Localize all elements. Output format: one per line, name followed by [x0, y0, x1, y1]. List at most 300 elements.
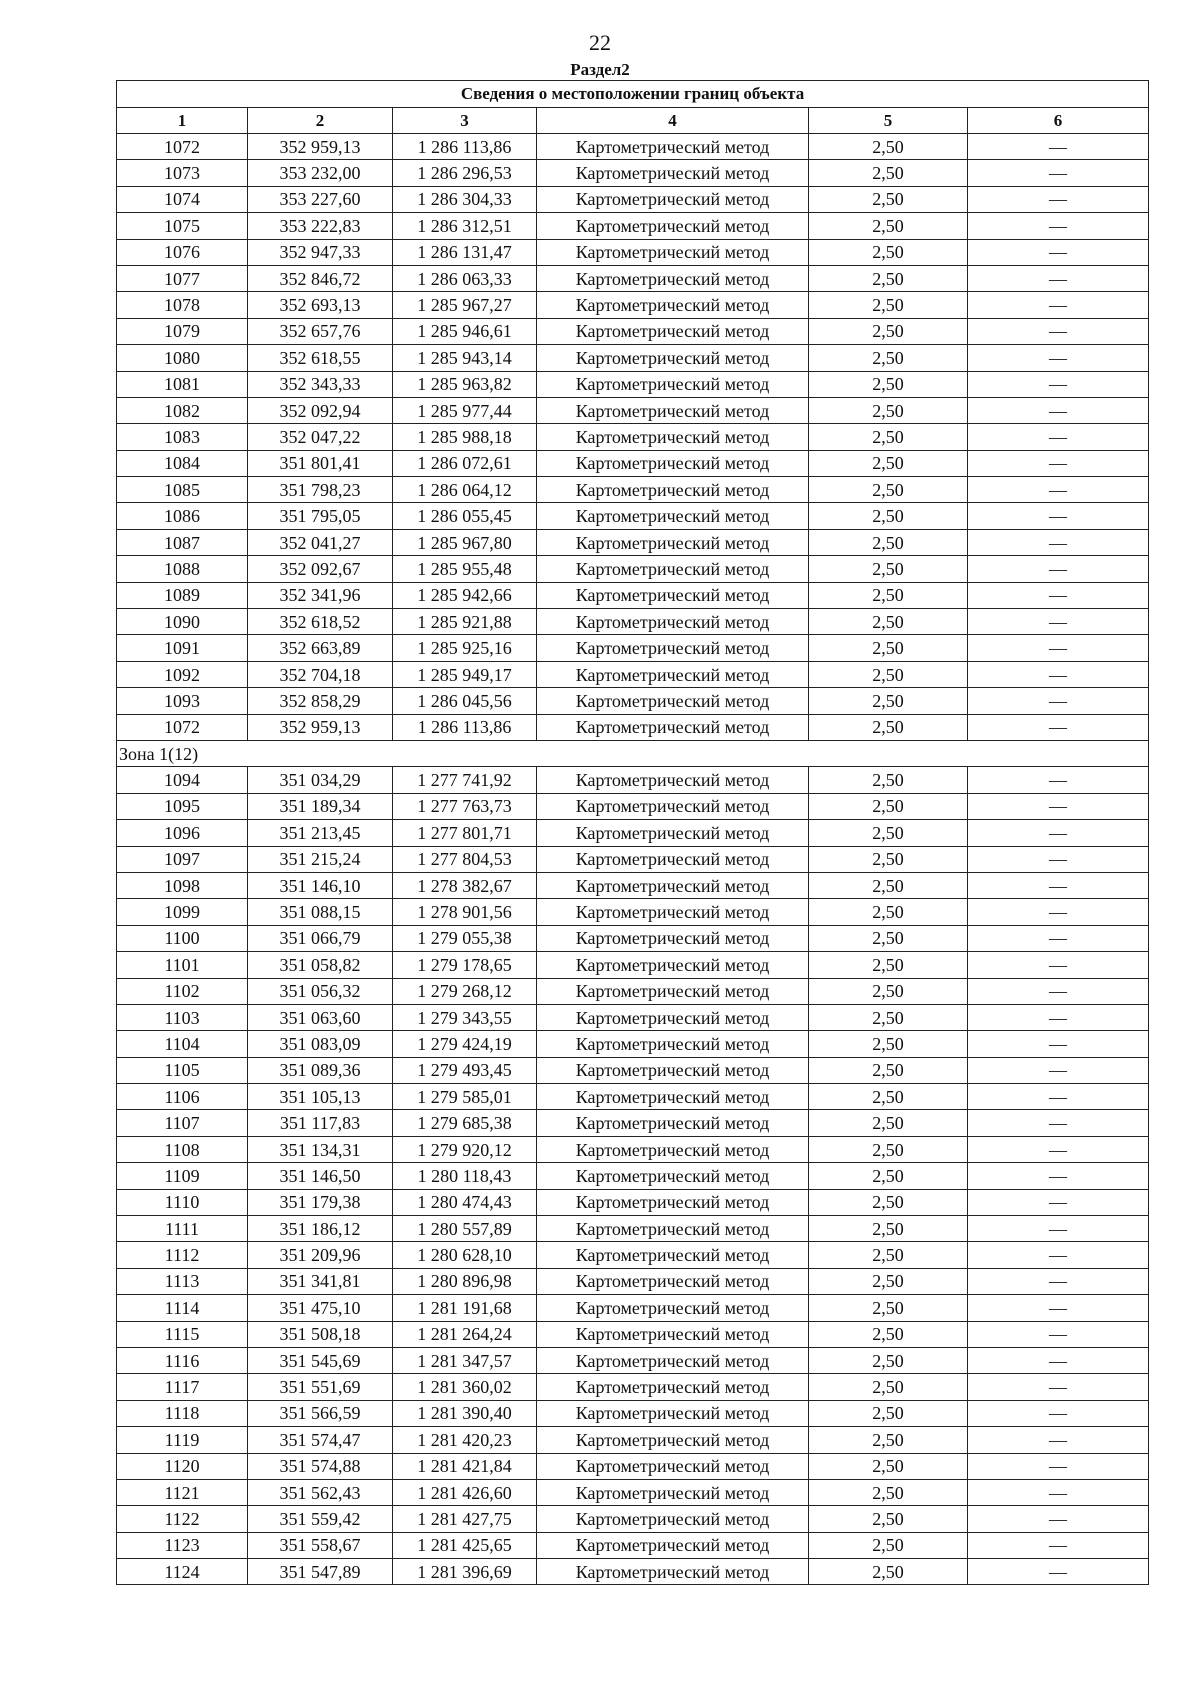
point-number-cell: 1106 [117, 1084, 248, 1110]
table-row [117, 503, 1149, 529]
note-cell: — [968, 582, 1149, 608]
x-coordinate-cell: 352 618,55 [248, 345, 393, 371]
y-coordinate-cell: 1 281 360,02 [393, 1374, 537, 1400]
accuracy-cell: 2,50 [809, 1268, 968, 1294]
x-coordinate-cell: 351 146,50 [248, 1163, 393, 1189]
accuracy-cell: 2,50 [809, 714, 968, 740]
accuracy-cell: 2,50 [809, 978, 968, 1004]
x-coordinate-cell: 353 222,83 [248, 213, 393, 239]
method-cell: Картометрический метод [537, 1004, 809, 1030]
point-number-cell: 1085 [117, 477, 248, 503]
method-cell: Картометрический метод [537, 239, 809, 265]
table-row [117, 1374, 1149, 1400]
point-number-cell: 1118 [117, 1400, 248, 1426]
column-number: 4 [537, 108, 809, 134]
note-cell: — [968, 1004, 1149, 1030]
point-number-cell: 1110 [117, 1189, 248, 1215]
x-coordinate-cell: 351 105,13 [248, 1084, 393, 1110]
method-cell: Картометрический метод [537, 1057, 809, 1083]
accuracy-cell: 2,50 [809, 793, 968, 819]
accuracy-cell: 2,50 [809, 1216, 968, 1242]
point-number-cell: 1111 [117, 1216, 248, 1242]
table-row [117, 160, 1149, 186]
y-coordinate-cell: 1 277 804,53 [393, 846, 537, 872]
x-coordinate-cell: 352 047,22 [248, 424, 393, 450]
column-number: 2 [248, 108, 393, 134]
method-cell: Картометрический метод [537, 556, 809, 582]
table-row [117, 1268, 1149, 1294]
method-cell: Картометрический метод [537, 767, 809, 793]
table-row [117, 371, 1149, 397]
table-row [117, 1242, 1149, 1268]
x-coordinate-cell: 352 041,27 [248, 529, 393, 555]
note-cell: — [968, 1031, 1149, 1057]
x-coordinate-cell: 351 798,23 [248, 477, 393, 503]
note-cell: — [968, 134, 1149, 160]
accuracy-cell: 2,50 [809, 1189, 968, 1215]
x-coordinate-cell: 352 657,76 [248, 318, 393, 344]
table-row [117, 1295, 1149, 1321]
y-coordinate-cell: 1 286 296,53 [393, 160, 537, 186]
method-cell: Картометрический метод [537, 1400, 809, 1426]
x-coordinate-cell: 353 227,60 [248, 186, 393, 212]
point-number-cell: 1119 [117, 1427, 248, 1453]
method-cell: Картометрический метод [537, 872, 809, 898]
note-cell: — [968, 767, 1149, 793]
y-coordinate-cell: 1 281 425,65 [393, 1532, 537, 1558]
point-number-cell: 1091 [117, 635, 248, 661]
accuracy-cell: 2,50 [809, 635, 968, 661]
y-coordinate-cell: 1 281 427,75 [393, 1506, 537, 1532]
method-cell: Картометрический метод [537, 899, 809, 925]
note-cell: — [968, 292, 1149, 318]
accuracy-cell: 2,50 [809, 688, 968, 714]
y-coordinate-cell: 1 285 942,66 [393, 582, 537, 608]
accuracy-cell: 2,50 [809, 213, 968, 239]
method-cell: Картометрический метод [537, 1295, 809, 1321]
point-number-cell: 1103 [117, 1004, 248, 1030]
note-cell: — [968, 952, 1149, 978]
method-cell: Картометрический метод [537, 450, 809, 476]
accuracy-cell: 2,50 [809, 239, 968, 265]
y-coordinate-cell: 1 280 118,43 [393, 1163, 537, 1189]
accuracy-cell: 2,50 [809, 1479, 968, 1505]
method-cell: Картометрический метод [537, 134, 809, 160]
point-number-cell: 1120 [117, 1453, 248, 1479]
method-cell: Картометрический метод [537, 1347, 809, 1373]
x-coordinate-cell: 351 574,88 [248, 1453, 393, 1479]
y-coordinate-cell: 1 285 955,48 [393, 556, 537, 582]
point-number-cell: 1100 [117, 925, 248, 951]
y-coordinate-cell: 1 286 113,86 [393, 714, 537, 740]
accuracy-cell: 2,50 [809, 397, 968, 423]
point-number-cell: 1072 [117, 134, 248, 160]
y-coordinate-cell: 1 286 063,33 [393, 265, 537, 291]
table-caption: Сведения о местоположении границ объекта [117, 81, 1149, 108]
point-number-cell: 1108 [117, 1136, 248, 1162]
table-row [117, 661, 1149, 687]
method-cell: Картометрический метод [537, 582, 809, 608]
point-number-cell: 1093 [117, 688, 248, 714]
x-coordinate-cell: 352 092,67 [248, 556, 393, 582]
point-number-cell: 1095 [117, 793, 248, 819]
point-number-cell: 1115 [117, 1321, 248, 1347]
y-coordinate-cell: 1 281 264,24 [393, 1321, 537, 1347]
note-cell: — [968, 1295, 1149, 1321]
point-number-cell: 1117 [117, 1374, 248, 1400]
note-cell: — [968, 688, 1149, 714]
page-number: 22 [589, 30, 611, 55]
table-row [117, 134, 1149, 160]
table-row [117, 1216, 1149, 1242]
y-coordinate-cell: 1 281 421,84 [393, 1453, 537, 1479]
y-coordinate-cell: 1 280 896,98 [393, 1268, 537, 1294]
table-row [117, 952, 1149, 978]
note-cell: — [968, 186, 1149, 212]
y-coordinate-cell: 1 279 685,38 [393, 1110, 537, 1136]
point-number-cell: 1090 [117, 609, 248, 635]
x-coordinate-cell: 352 947,33 [248, 239, 393, 265]
note-cell: — [968, 239, 1149, 265]
point-number-cell: 1116 [117, 1347, 248, 1373]
accuracy-cell: 2,50 [809, 477, 968, 503]
note-cell: — [968, 1400, 1149, 1426]
y-coordinate-cell: 1 285 921,88 [393, 609, 537, 635]
method-cell: Картометрический метод [537, 265, 809, 291]
y-coordinate-cell: 1 277 801,71 [393, 820, 537, 846]
y-coordinate-cell: 1 281 390,40 [393, 1400, 537, 1426]
table-row [117, 1400, 1149, 1426]
x-coordinate-cell: 352 959,13 [248, 714, 393, 740]
point-number-cell: 1112 [117, 1242, 248, 1268]
x-coordinate-cell: 351 189,34 [248, 793, 393, 819]
y-coordinate-cell: 1 277 741,92 [393, 767, 537, 793]
y-coordinate-cell: 1 281 396,69 [393, 1559, 537, 1585]
table-row [117, 186, 1149, 212]
table-row [117, 239, 1149, 265]
point-number-cell: 1109 [117, 1163, 248, 1189]
method-cell: Картометрический метод [537, 820, 809, 846]
point-number-cell: 1087 [117, 529, 248, 555]
method-cell: Картометрический метод [537, 688, 809, 714]
y-coordinate-cell: 1 281 347,57 [393, 1347, 537, 1373]
accuracy-cell: 2,50 [809, 1321, 968, 1347]
boundary-coordinates-table [116, 80, 1149, 1585]
y-coordinate-cell: 1 286 045,56 [393, 688, 537, 714]
method-cell: Картометрический метод [537, 952, 809, 978]
table-row [117, 529, 1149, 555]
y-coordinate-cell: 1 279 920,12 [393, 1136, 537, 1162]
note-cell: — [968, 318, 1149, 344]
table-row [117, 1084, 1149, 1110]
point-number-cell: 1104 [117, 1031, 248, 1057]
table-row [117, 345, 1149, 371]
point-number-cell: 1098 [117, 872, 248, 898]
point-number-cell: 1123 [117, 1532, 248, 1558]
zone-row [117, 740, 1149, 766]
point-number-cell: 1102 [117, 978, 248, 1004]
table-row [117, 820, 1149, 846]
method-cell: Картометрический метод [537, 160, 809, 186]
accuracy-cell: 2,50 [809, 160, 968, 186]
x-coordinate-cell: 351 558,67 [248, 1532, 393, 1558]
method-cell: Картометрический метод [537, 1268, 809, 1294]
accuracy-cell: 2,50 [809, 1427, 968, 1453]
accuracy-cell: 2,50 [809, 1347, 968, 1373]
accuracy-cell: 2,50 [809, 952, 968, 978]
table-row [117, 265, 1149, 291]
method-cell: Картометрический метод [537, 635, 809, 661]
table-row [117, 424, 1149, 450]
y-coordinate-cell: 1 285 949,17 [393, 661, 537, 687]
accuracy-cell: 2,50 [809, 582, 968, 608]
y-coordinate-cell: 1 286 055,45 [393, 503, 537, 529]
x-coordinate-cell: 351 179,38 [248, 1189, 393, 1215]
y-coordinate-cell: 1 285 967,80 [393, 529, 537, 555]
x-coordinate-cell: 352 704,18 [248, 661, 393, 687]
x-coordinate-cell: 352 858,29 [248, 688, 393, 714]
note-cell: — [968, 503, 1149, 529]
y-coordinate-cell: 1 277 763,73 [393, 793, 537, 819]
method-cell: Картометрический метод [537, 1427, 809, 1453]
table-row [117, 714, 1149, 740]
y-coordinate-cell: 1 286 304,33 [393, 186, 537, 212]
x-coordinate-cell: 351 475,10 [248, 1295, 393, 1321]
x-coordinate-cell: 351 574,47 [248, 1427, 393, 1453]
table-row [117, 1057, 1149, 1083]
y-coordinate-cell: 1 279 178,65 [393, 952, 537, 978]
x-coordinate-cell: 351 063,60 [248, 1004, 393, 1030]
point-number-cell: 1121 [117, 1479, 248, 1505]
table-row [117, 925, 1149, 951]
x-coordinate-cell: 351 209,96 [248, 1242, 393, 1268]
table-row [117, 899, 1149, 925]
method-cell: Картометрический метод [537, 1559, 809, 1585]
table-row [117, 292, 1149, 318]
x-coordinate-cell: 351 801,41 [248, 450, 393, 476]
y-coordinate-cell: 1 280 557,89 [393, 1216, 537, 1242]
x-coordinate-cell: 351 566,59 [248, 1400, 393, 1426]
note-cell: — [968, 661, 1149, 687]
y-coordinate-cell: 1 281 191,68 [393, 1295, 537, 1321]
point-number-cell: 1089 [117, 582, 248, 608]
note-cell: — [968, 978, 1149, 1004]
note-cell: — [968, 899, 1149, 925]
point-number-cell: 1114 [117, 1295, 248, 1321]
note-cell: — [968, 925, 1149, 951]
y-coordinate-cell: 1 279 055,38 [393, 925, 537, 951]
x-coordinate-cell: 351 056,32 [248, 978, 393, 1004]
accuracy-cell: 2,50 [809, 661, 968, 687]
point-number-cell: 1077 [117, 265, 248, 291]
accuracy-cell: 2,50 [809, 1374, 968, 1400]
x-coordinate-cell: 352 092,94 [248, 397, 393, 423]
point-number-cell: 1074 [117, 186, 248, 212]
accuracy-cell: 2,50 [809, 424, 968, 450]
note-cell: — [968, 1532, 1149, 1558]
x-coordinate-cell: 352 618,52 [248, 609, 393, 635]
table-row [117, 1004, 1149, 1030]
note-cell: — [968, 345, 1149, 371]
method-cell: Картометрический метод [537, 424, 809, 450]
x-coordinate-cell: 351 117,83 [248, 1110, 393, 1136]
point-number-cell: 1124 [117, 1559, 248, 1585]
accuracy-cell: 2,50 [809, 1136, 968, 1162]
x-coordinate-cell: 351 066,79 [248, 925, 393, 951]
x-coordinate-cell: 352 846,72 [248, 265, 393, 291]
section-label: Раздел2 [570, 60, 630, 79]
point-number-cell: 1081 [117, 371, 248, 397]
note-cell: — [968, 556, 1149, 582]
accuracy-cell: 2,50 [809, 899, 968, 925]
accuracy-cell: 2,50 [809, 450, 968, 476]
note-cell: — [968, 1268, 1149, 1294]
accuracy-cell: 2,50 [809, 1004, 968, 1030]
y-coordinate-cell: 1 286 072,61 [393, 450, 537, 476]
accuracy-cell: 2,50 [809, 1532, 968, 1558]
x-coordinate-cell: 352 959,13 [248, 134, 393, 160]
x-coordinate-cell: 351 089,36 [248, 1057, 393, 1083]
table-row [117, 1347, 1149, 1373]
note-cell: — [968, 265, 1149, 291]
column-number-row [117, 108, 1149, 134]
point-number-cell: 1073 [117, 160, 248, 186]
point-number-cell: 1078 [117, 292, 248, 318]
x-coordinate-cell: 352 341,96 [248, 582, 393, 608]
table-row [117, 793, 1149, 819]
note-cell: — [968, 1506, 1149, 1532]
x-coordinate-cell: 351 547,89 [248, 1559, 393, 1585]
note-cell: — [968, 1163, 1149, 1189]
y-coordinate-cell: 1 280 474,43 [393, 1189, 537, 1215]
x-coordinate-cell: 351 134,31 [248, 1136, 393, 1162]
point-number-cell: 1088 [117, 556, 248, 582]
y-coordinate-cell: 1 279 493,45 [393, 1057, 537, 1083]
accuracy-cell: 2,50 [809, 767, 968, 793]
table-row [117, 477, 1149, 503]
y-coordinate-cell: 1 286 312,51 [393, 213, 537, 239]
accuracy-cell: 2,50 [809, 1110, 968, 1136]
method-cell: Картометрический метод [537, 1532, 809, 1558]
x-coordinate-cell: 351 545,69 [248, 1347, 393, 1373]
accuracy-cell: 2,50 [809, 529, 968, 555]
accuracy-cell: 2,50 [809, 134, 968, 160]
note-cell: — [968, 1321, 1149, 1347]
accuracy-cell: 2,50 [809, 556, 968, 582]
accuracy-cell: 2,50 [809, 1163, 968, 1189]
x-coordinate-cell: 351 058,82 [248, 952, 393, 978]
note-cell: — [968, 424, 1149, 450]
x-coordinate-cell: 352 663,89 [248, 635, 393, 661]
accuracy-cell: 2,50 [809, 1453, 968, 1479]
x-coordinate-cell: 351 088,15 [248, 899, 393, 925]
table-row [117, 1506, 1149, 1532]
note-cell: — [968, 1057, 1149, 1083]
table-row [117, 767, 1149, 793]
method-cell: Картометрический метод [537, 793, 809, 819]
y-coordinate-cell: 1 285 977,44 [393, 397, 537, 423]
point-number-cell: 1076 [117, 239, 248, 265]
point-number-cell: 1075 [117, 213, 248, 239]
point-number-cell: 1107 [117, 1110, 248, 1136]
method-cell: Картометрический метод [537, 186, 809, 212]
method-cell: Картометрический метод [537, 477, 809, 503]
y-coordinate-cell: 1 280 628,10 [393, 1242, 537, 1268]
method-cell: Картометрический метод [537, 213, 809, 239]
y-coordinate-cell: 1 285 988,18 [393, 424, 537, 450]
method-cell: Картометрический метод [537, 1374, 809, 1400]
accuracy-cell: 2,50 [809, 318, 968, 344]
accuracy-cell: 2,50 [809, 345, 968, 371]
table-body [117, 134, 1149, 1585]
note-cell: — [968, 1189, 1149, 1215]
method-cell: Картометрический метод [537, 1189, 809, 1215]
accuracy-cell: 2,50 [809, 609, 968, 635]
note-cell: — [968, 635, 1149, 661]
y-coordinate-cell: 1 285 925,16 [393, 635, 537, 661]
table-row [117, 635, 1149, 661]
point-number-cell: 1080 [117, 345, 248, 371]
method-cell: Картометрический метод [537, 397, 809, 423]
method-cell: Картометрический метод [537, 1163, 809, 1189]
note-cell: — [968, 213, 1149, 239]
accuracy-cell: 2,50 [809, 846, 968, 872]
note-cell: — [968, 793, 1149, 819]
method-cell: Картометрический метод [537, 345, 809, 371]
column-number: 6 [968, 108, 1149, 134]
point-number-cell: 1082 [117, 397, 248, 423]
method-cell: Картометрический метод [537, 925, 809, 951]
note-cell: — [968, 1453, 1149, 1479]
accuracy-cell: 2,50 [809, 1031, 968, 1057]
x-coordinate-cell: 351 034,29 [248, 767, 393, 793]
table-row [117, 318, 1149, 344]
note-cell: — [968, 872, 1149, 898]
x-coordinate-cell: 351 213,45 [248, 820, 393, 846]
table-row [117, 450, 1149, 476]
y-coordinate-cell: 1 281 426,60 [393, 1479, 537, 1505]
accuracy-cell: 2,50 [809, 1057, 968, 1083]
method-cell: Картометрический метод [537, 371, 809, 397]
note-cell: — [968, 1242, 1149, 1268]
accuracy-cell: 2,50 [809, 265, 968, 291]
method-cell: Картометрический метод [537, 1110, 809, 1136]
table-row [117, 397, 1149, 423]
table-row [117, 846, 1149, 872]
table-row [117, 1110, 1149, 1136]
x-coordinate-cell: 351 551,69 [248, 1374, 393, 1400]
accuracy-cell: 2,50 [809, 1559, 968, 1585]
table-row [117, 978, 1149, 1004]
accuracy-cell: 2,50 [809, 925, 968, 951]
note-cell: — [968, 1374, 1149, 1400]
y-coordinate-cell: 1 285 946,61 [393, 318, 537, 344]
y-coordinate-cell: 1 278 382,67 [393, 872, 537, 898]
x-coordinate-cell: 352 693,13 [248, 292, 393, 318]
point-number-cell: 1079 [117, 318, 248, 344]
column-number: 5 [809, 108, 968, 134]
table-row [117, 1136, 1149, 1162]
note-cell: — [968, 1559, 1149, 1585]
y-coordinate-cell: 1 286 131,47 [393, 239, 537, 265]
x-coordinate-cell: 351 562,43 [248, 1479, 393, 1505]
table-row [117, 582, 1149, 608]
y-coordinate-cell: 1 281 420,23 [393, 1427, 537, 1453]
point-number-cell: 1086 [117, 503, 248, 529]
accuracy-cell: 2,50 [809, 1506, 968, 1532]
method-cell: Картометрический метод [537, 1031, 809, 1057]
note-cell: — [968, 371, 1149, 397]
